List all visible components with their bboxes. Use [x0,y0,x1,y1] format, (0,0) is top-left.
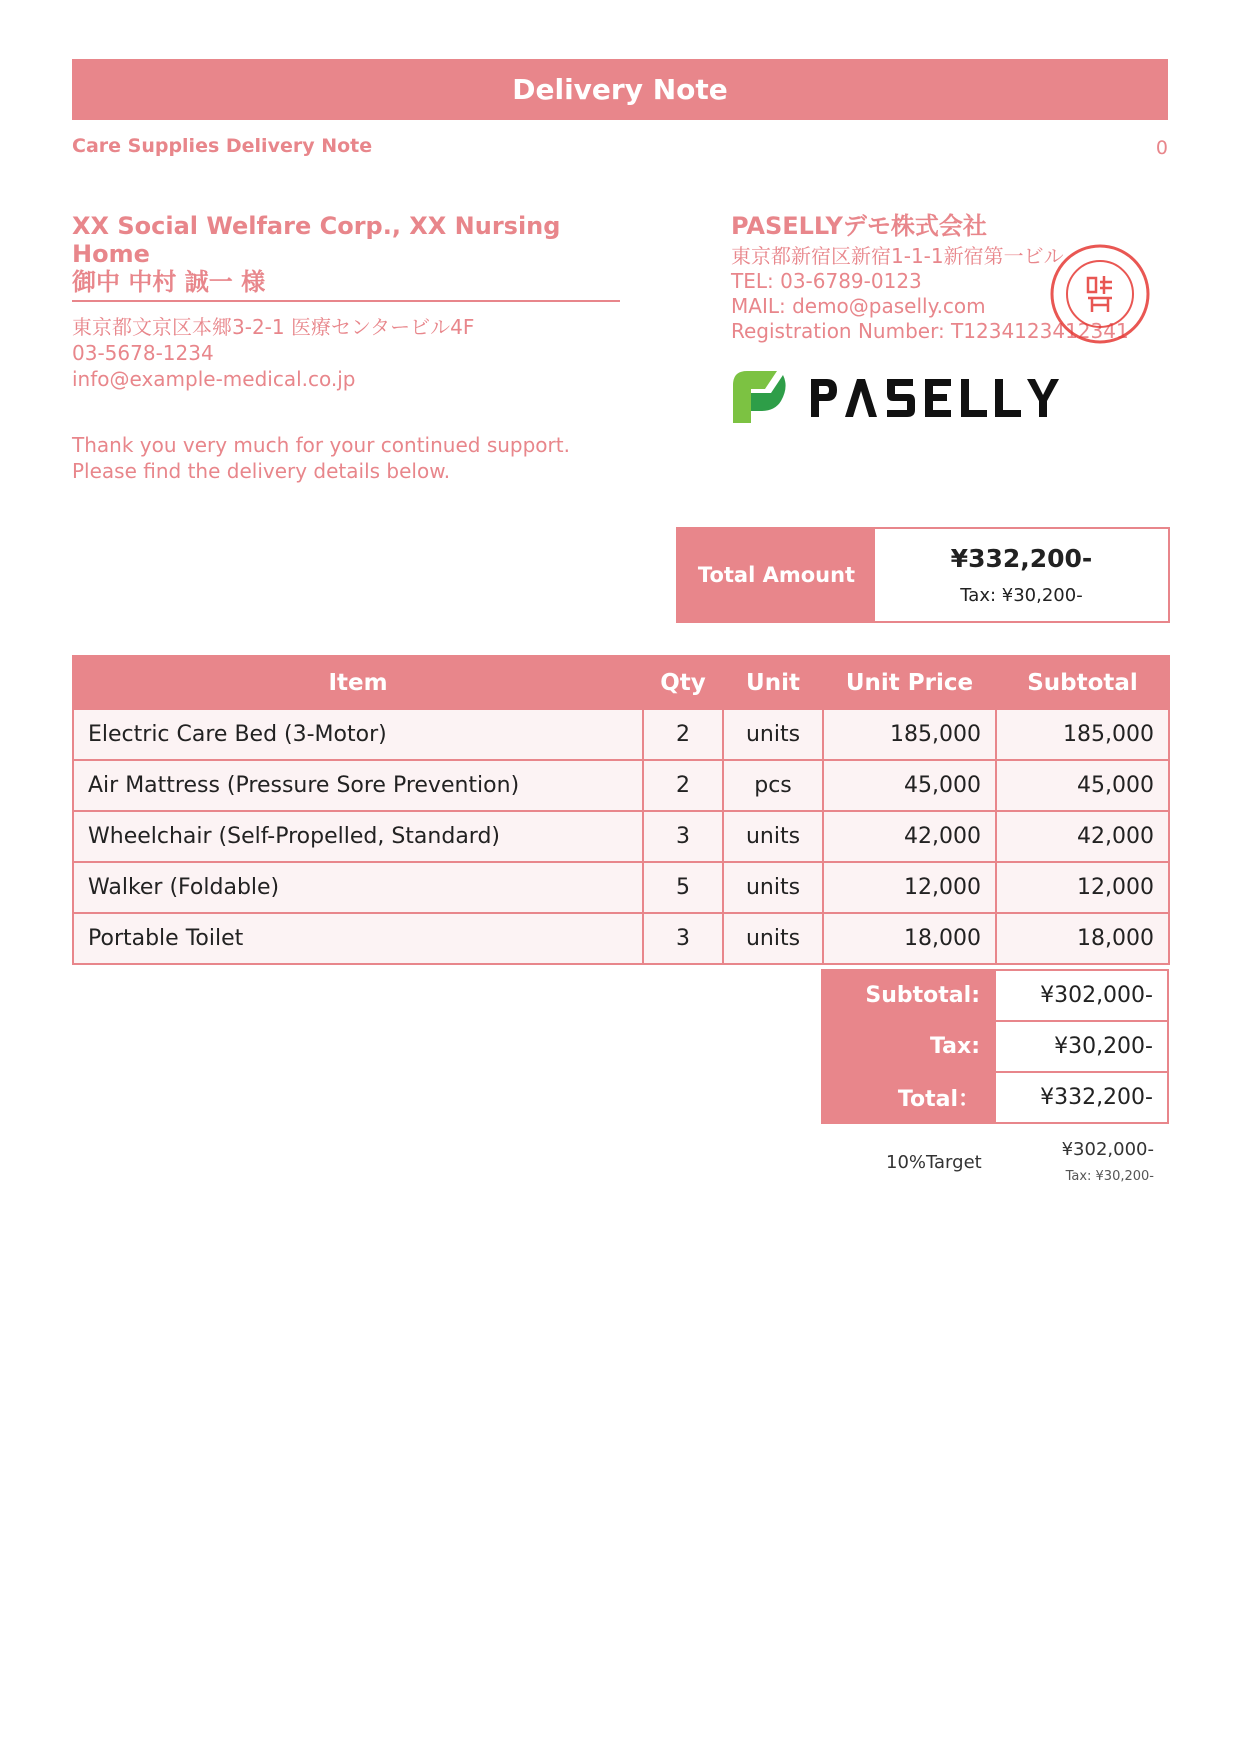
cell-subtotal: 45,000 [996,760,1169,811]
cell-subtotal: 18,000 [996,913,1169,964]
client-email: info@example-medical.co.jp [72,367,356,391]
cell-subtotal: 185,000 [996,709,1169,760]
table-row [73,913,1169,964]
summary-subtotal-row [821,970,1168,1021]
cell-item: Electric Care Bed (3-Motor) [73,709,643,760]
table-row [73,760,1169,811]
cell-qty: 2 [643,760,723,811]
greeting-line2: Please find the delivery details below. [72,459,451,483]
items-header-row [73,656,1169,709]
company-tel: TEL: 03-6789-0123 [731,269,922,293]
summary-tax-label: Tax: [821,1021,995,1072]
cell-qty: 3 [643,811,723,862]
cell-unit: units [723,709,823,760]
paselly-logo [731,367,1061,429]
cell-unit-price: 42,000 [823,811,996,862]
summary-tax-row [821,1021,1168,1072]
total-tax-value: Tax: ¥30,200- [960,585,1083,606]
total-amount-box [676,527,1170,623]
cell-unit-price: 185,000 [823,709,996,760]
cell-qty: 5 [643,862,723,913]
client-name-line2: 御中 中村 誠一 様 [72,268,266,296]
company-registration: Registration Number: T1234123412341 [731,319,1129,343]
header-unit-price: Unit Price [823,656,996,709]
company-name: PASELLYデモ株式会社 [731,212,987,240]
client-block [72,212,620,392]
cell-subtotal: 12,000 [996,862,1169,913]
cell-item: Portable Toilet [73,913,643,964]
document-subtitle: Care Supplies Delivery Note [72,135,373,157]
client-info [72,314,620,392]
cell-unit: pcs [723,760,823,811]
tax-rate-label: 10%Target [886,1152,982,1173]
client-address: 東京都文京区本郷3-2-1 医療センタービル4F [72,315,475,339]
company-mail: MAIL: demo@paselly.com [731,294,986,318]
tax-rate-tax: Tax: ¥30,200- [1065,1169,1154,1184]
total-amount-label: Total Amount [678,529,875,621]
summary-total-row [821,1072,1168,1123]
client-name-line1: XX Social Welfare Corp., XX Nursing Home [72,212,561,268]
cell-item: Wheelchair (Self-Propelled, Standard) [73,811,643,862]
summary-subtotal-label: Subtotal: [821,970,995,1021]
items-table [72,655,1170,965]
cell-subtotal: 42,000 [996,811,1169,862]
header-subtotal: Subtotal [996,656,1169,709]
cell-unit-price: 12,000 [823,862,996,913]
client-phone: 03-5678-1234 [72,341,214,365]
cell-unit-price: 18,000 [823,913,996,964]
client-name [72,212,620,302]
greeting-line1: Thank you very much for your continued support. [72,433,570,457]
header-qty: Qty [643,656,723,709]
summary-subtotal-value: ¥302,000- [995,970,1168,1021]
total-amount-values [875,529,1168,621]
table-row [73,811,1169,862]
cell-unit: units [723,913,823,964]
tax-rate-amount: ¥302,000- [1061,1139,1154,1160]
total-amount-value: ¥332,200- [950,544,1093,573]
summary-total-label: Total： [821,1072,995,1123]
summary-total-value: ¥332,200- [995,1072,1168,1123]
table-row [73,709,1169,760]
summary-tax-value: ¥30,200- [995,1021,1168,1072]
table-row [73,862,1169,913]
cell-qty: 3 [643,913,723,964]
document-number: 0 [1155,137,1168,159]
cell-item: Air Mattress (Pressure Sore Prevention) [73,760,643,811]
company-address: 東京都新宿区新宿1-1-1新宿第一ビル [731,244,1064,268]
cell-unit-price: 45,000 [823,760,996,811]
header-item: Item [73,656,643,709]
greeting-text [72,432,570,484]
header-unit: Unit [723,656,823,709]
cell-qty: 2 [643,709,723,760]
cell-unit: units [723,862,823,913]
company-seal-stamp [1048,242,1152,346]
cell-item: Walker (Foldable) [73,862,643,913]
document-title: Delivery Note [72,59,1168,120]
cell-unit: units [723,811,823,862]
summary-table [821,969,1169,1124]
